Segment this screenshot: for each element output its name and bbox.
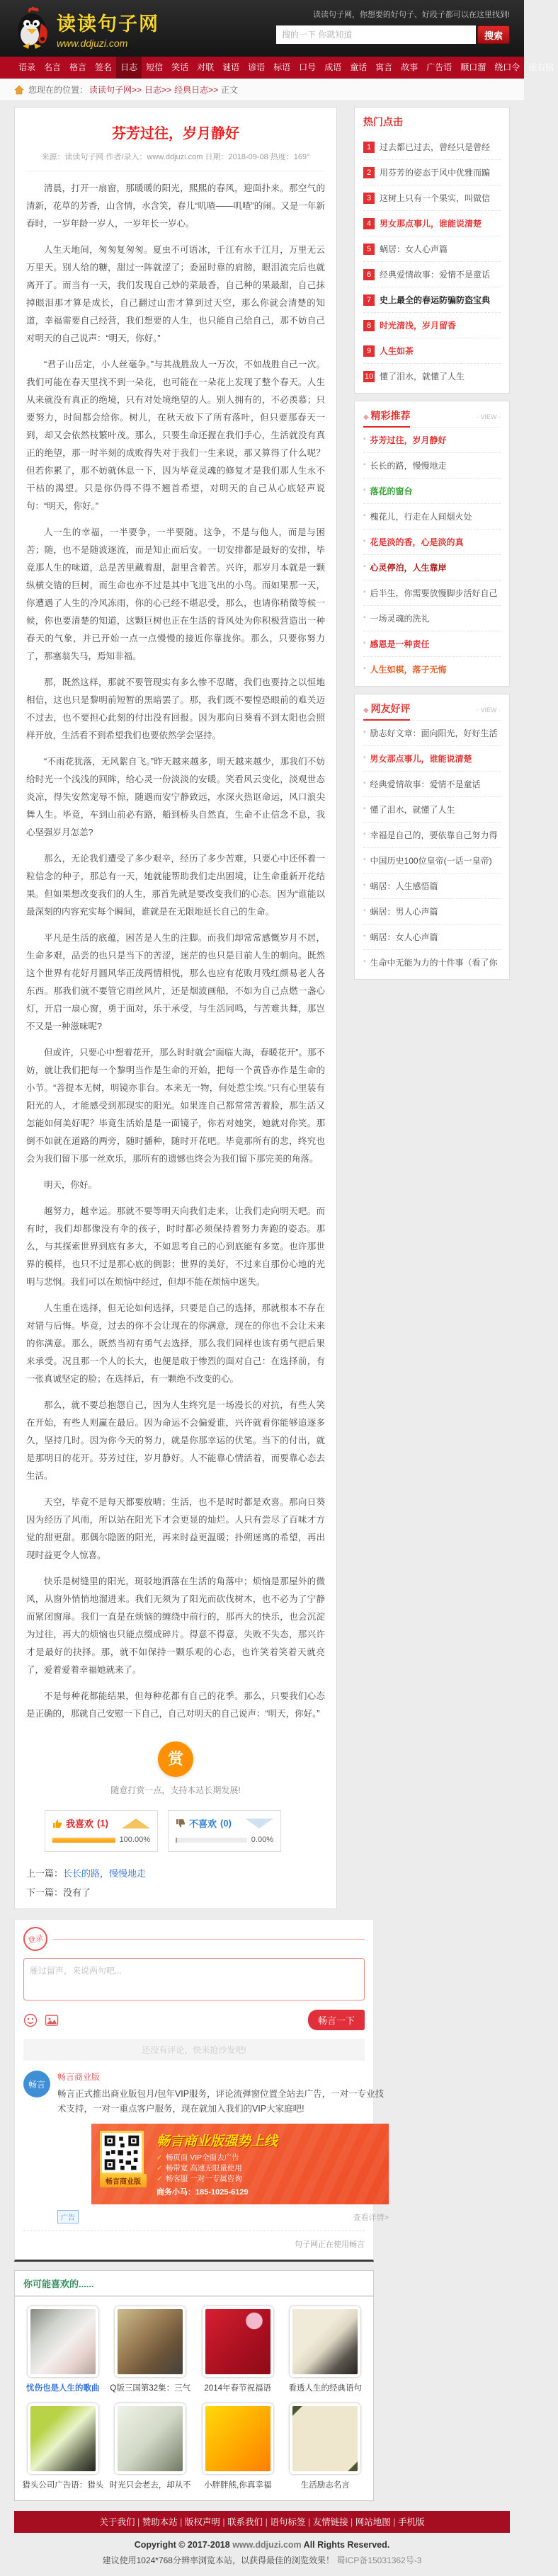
nav-item[interactable]: 绕口令 bbox=[494, 62, 520, 72]
recommend-title: ◆ 精彩推荐 bbox=[363, 408, 410, 428]
article-paragraph: 快乐是树缝里的阳光，斑驳地洒落在生活的角落中；烦恼是那屋外的微风，从窗外悄悄地溜进来。我们无须为了阳光而砍伐树木，也不必为了宁静而紧闭窗扉。我们一直是在烦恼的缠绕中前行的，那再大的快乐，也会沉淀为过往，再大的烦恼也只能点缀成碎片。得意不得意，失败不失态，那兴许才是最好的抉择。那，就不如保持一颗乐观的心态，也许笑着笑着天就亮了，爱着爱着幸福她就来了。 bbox=[26, 1576, 325, 1675]
nav-item[interactable]: 成语 bbox=[324, 62, 342, 72]
footer-link[interactable]: | 友情链接 bbox=[305, 2517, 348, 2527]
reward-button[interactable]: 赏 bbox=[158, 1741, 193, 1777]
rank-badge: 1 bbox=[363, 142, 375, 153]
hot-clicks-title: 热门点击 bbox=[363, 116, 403, 127]
footer-link[interactable]: | 手机版 bbox=[391, 2517, 425, 2527]
next-title: 没有了 bbox=[63, 1887, 91, 1898]
next-label: 下一篇： bbox=[26, 1887, 64, 1898]
check-icon: ✓ bbox=[156, 2153, 163, 2162]
praise-title: ◆ 网友好评 bbox=[363, 702, 410, 721]
dislike-label: 不喜欢 bbox=[189, 1819, 217, 1829]
related-thumbnail bbox=[203, 2403, 273, 2474]
breadcrumb-label: 您现在的位置： bbox=[28, 85, 89, 95]
footer-nav bbox=[14, 2511, 510, 2533]
article-paragraph: 人生重在选择，但无论如何选择，只要是自己的选择，那就根本不存在对错与后悔。毕竟，过去的你不会让现在的你满意，现在的你也不会让未来的你满意。那么，既然当初有勇气去选择，那么我们同样也该有勇气把后果来承受。况且那一个人的长大，也便是敢于惨烈的面对自己：在选择前，有一张真诚坚定的脸；在选择后，有一颗绝不改变的心。 bbox=[26, 1303, 325, 1384]
article-paragraph: 越努力，越幸运。那就不要等明天向我们走来，让我们走向明天吧。而有时，我们却都像没有伞的孩子，时时都必须保持着努力奔跑的姿态。那么，与其探索世界到底有多大，不如思考自己的心到底能有多宽。也许那世界的模样，也只不过是那心底的倒影；世界的美好，不过来自那份心地的光明与悲悯。我们可以在烦恼中经过，但却不能在烦恼中迷失。 bbox=[26, 1206, 325, 1287]
banner-contact: 商务小马：185-1025-6129 bbox=[156, 2188, 249, 2197]
related-caption: 看透人生的经典语句 bbox=[288, 2384, 362, 2393]
rank-badge: 9 bbox=[363, 345, 375, 357]
related-item[interactable] bbox=[110, 2306, 192, 2393]
prev-label: 上一篇： bbox=[26, 1868, 64, 1879]
hot-list-item[interactable]: 2 用芬芳的姿态于风中优雅而蹁 bbox=[363, 160, 501, 185]
article-paragraph: “君子山岳定，小人丝毫争。”与其战胜敌人一万次，不如战胜自己一次。我们可能在春天里找不到一朵花，也可能在一朵花上发现了整个春天。人生从来就没有真正的绝境，只有对处境绝望的人。别人拥有的，不必羡慕；只要努力，时间都会给你。树儿，在秋天放下了所有落叶，但只要那春天一到，却又会依然枝繁叶茂。那么，只要生命还握在我们手心，生活就没有真正的绝望，那一时半刻的成败得失对于我们一生来说，那又算得了什么呢？但若你累了，那不妨就休息一下，因为毕竟灵魂的修复才是我们那人生永不干枯的渴望。只是你仍得不得不翘首希望，对明天的自己从心底轻声说句：“明天，你好。” bbox=[26, 360, 325, 511]
related-caption: 猎头公司广告语：猎头 bbox=[22, 2481, 104, 2490]
like-percent: 100.00% bbox=[119, 1836, 150, 1844]
breadcrumb-bar bbox=[0, 79, 524, 101]
nav-item[interactable]: 名言 bbox=[44, 62, 62, 72]
banner-feature: ✓ 畅客服 一对一专属咨询 bbox=[156, 2175, 242, 2183]
recommend-header bbox=[363, 408, 501, 428]
related-thumbnail bbox=[28, 2403, 98, 2474]
article-paragraph: 平凡是生活的底蕴，困苦是人生的注脚。而我们却常常感慨岁月不居，生命多艰，品尝的也只是当下的苦涩，迷茫的也只是目前人生的朝向。既然这个世界有花好月圆风华正茂两情相悦，那么也应有花败月残红颜易老人各东西。那我们就不要管它雨丝风片，还是烟波画船，不如为自己点燃一盏心灯，开启一扇心窗，勇于面对，乐于承受，与生活同鸣，与苦难共舞，那岂不又是一种滋味呢? bbox=[26, 933, 325, 1031]
thumb-down-icon bbox=[176, 1819, 186, 1828]
comment-author[interactable]: 畅言商业版 bbox=[57, 2072, 101, 2082]
breadcrumb-link[interactable]: 日志>> bbox=[144, 85, 172, 95]
page-title: 芬芳过往，岁月静好 bbox=[112, 126, 239, 142]
sidebar bbox=[354, 107, 510, 987]
site-name: 读读句子网 bbox=[57, 13, 159, 35]
footer-link[interactable]: | 版权声明 bbox=[178, 2517, 220, 2527]
comment-section bbox=[14, 1919, 389, 2262]
related-thumbnail bbox=[115, 2403, 186, 2474]
related-caption: 时光只会老去，却从不 bbox=[109, 2481, 191, 2490]
comment-text: 畅言正式推出商业版包月/包年VIP服务，评论流弹窗位置全站去广告，一对一专业技术支持，一对一重点客户服务，现在就加入我们的VIP大家庭吧! bbox=[57, 2089, 385, 2114]
mascot-icon bbox=[14, 8, 51, 49]
breadcrumb bbox=[14, 79, 510, 101]
divider bbox=[53, 1939, 365, 1940]
praise-box bbox=[354, 694, 510, 980]
like-count: (1) bbox=[97, 1818, 108, 1828]
article-body bbox=[26, 180, 325, 1723]
rank-badge: 2 bbox=[363, 167, 375, 178]
icp-number[interactable]: 蜀ICP备15031362号-3 bbox=[336, 2555, 422, 2565]
emoji-icon[interactable] bbox=[23, 2013, 38, 2027]
related-item[interactable] bbox=[197, 2403, 279, 2490]
nav-item[interactable]: 谜语 bbox=[222, 62, 240, 72]
article-paragraph: 那，既然这样，那就不要管现实有多么惨不忍睹，我们也要持之以恒地相信，这也只是黎明前短暂的黑暗罢了。那，我们既不要惶恐眼前的难关迈不过去，也不要担心此刻的付出没有回报。因为那向日葵看不到太阳也会照样开放，生活看不到希望我们也要依然学会坚持。 bbox=[26, 677, 325, 740]
breadcrumb-link[interactable]: 读读句子网>> bbox=[89, 85, 142, 95]
article-paragraph: 人一生的幸福，一半要争，一半要随。这争，不是与他人，而是与困苦；随，也不是随波逐流，而是知止而后安。一切安排都是最好的安排，毕竟那人生的味道，总是苦里藏着甜，甜里含着苦。兴许，那岁月本就是一颗纵横交错的巨树，而生命也亦不过是其中飞进飞出的小鸟。而如果那一天，你遭遇了人生的冷风冻雨，你的心已经不堪忍受，那么，也请你稍微等候一候，你也要清楚的知道，这颗巨树也正在生活的背风处为你积极营造出一种春天的气象，并已开始一点一点慢慢的接近你靠拢你。那么，只要你努力了，那塞翁失马，焉知非福。 bbox=[26, 527, 325, 661]
hot-list-item[interactable]: 7 史上最全的春运防骗防盗宝典 bbox=[363, 287, 501, 313]
related-box bbox=[14, 2270, 374, 2501]
arrow-up-icon bbox=[122, 1819, 150, 1828]
recommend-item[interactable]: ▪ 感恩是一种责任 bbox=[363, 631, 501, 657]
comment-submit-button[interactable]: 畅言一下 bbox=[308, 2010, 365, 2030]
related-item[interactable] bbox=[285, 2403, 367, 2490]
related-thumbnail bbox=[290, 2306, 360, 2377]
article-paragraph: 不是每种花都能结果，但每种花都有自己的花季。那么，只要我们心态是正确的，那就自己安慰一下自己，自己对明天的自己说声：“明天，你好。” bbox=[26, 1691, 325, 1719]
footer-link[interactable]: | 语句标签 bbox=[263, 2517, 305, 2527]
footer-notice: 建议使用1024*768分辨率浏览本站，以获得最佳的浏览效果！ 蜀ICP备15031362号-3 bbox=[102, 2555, 422, 2565]
nav-item[interactable]: 笑话 bbox=[171, 62, 189, 72]
ad-banner[interactable] bbox=[91, 2124, 389, 2204]
home-icon bbox=[14, 85, 24, 95]
breadcrumb-link[interactable]: 经典日志>> bbox=[174, 85, 219, 95]
powered-by-changyan: 句子网正在使用畅言 bbox=[23, 2231, 365, 2250]
qr-code bbox=[100, 2131, 144, 2175]
article-paragraph: 清晨，打开一扇窗，那暖暖的阳光，熙熙的春风，迎面扑来。那空气的清新，花草的芳香，山含情，水含笑，春儿“叽喳——叽喳”的闹。又是一年新春时，一岁年龄一岁人，一岁年长一岁心。 bbox=[26, 183, 325, 229]
praise-item[interactable]: ▪ 蜗居：女人心声篇 bbox=[363, 925, 501, 950]
hot-list-item[interactable]: 1 过去都已过去，曾经只是曾经 bbox=[363, 134, 501, 160]
nav-item[interactable]: 故事 bbox=[401, 62, 418, 72]
qr-ribbon-label: 畅言商业版 bbox=[100, 2174, 147, 2187]
detail-link[interactable]: 查看详情> bbox=[353, 2213, 389, 2222]
rank-badge: 8 bbox=[363, 320, 375, 331]
article-paragraph: 明天，你好。 bbox=[44, 1180, 98, 1190]
recommend-item[interactable]: ▪ 芬芳过往，岁月静好 bbox=[363, 428, 501, 453]
article-box bbox=[14, 107, 337, 1909]
footer-link[interactable]: | 联系我们 bbox=[220, 2517, 263, 2527]
nav-item[interactable]: 谚语 bbox=[248, 62, 266, 72]
related-caption: 2014年春节祝福语 bbox=[204, 2384, 272, 2393]
praise-item[interactable]: ▪ 幸福是自己的，要依靠自己努力得 bbox=[363, 823, 501, 848]
nav-item[interactable]: 对联 bbox=[197, 62, 215, 72]
rank-badge: 5 bbox=[363, 244, 375, 255]
related-thumbnail bbox=[28, 2306, 98, 2377]
recommend-item[interactable]: ▪ 人生如棋，落子无悔 bbox=[363, 657, 501, 682]
related-item[interactable] bbox=[197, 2306, 279, 2393]
nav-item[interactable]: 座右铭 bbox=[528, 62, 554, 72]
recommend-box bbox=[354, 401, 510, 687]
comment-item bbox=[23, 2071, 389, 2223]
footer-link[interactable]: 关于我们 bbox=[99, 2517, 135, 2527]
related-caption: 忧伤也是人生的歌曲 bbox=[26, 2384, 100, 2393]
related-thumbnail bbox=[115, 2306, 186, 2377]
login-button[interactable]: 登录 bbox=[21, 1925, 50, 1953]
praise-item[interactable]: ▪ 懂了泪水，就懂了人生 bbox=[363, 797, 501, 823]
praise-header bbox=[363, 702, 501, 721]
praise-item[interactable]: ▪ 生命中无能为力的十件事（看了你 bbox=[363, 950, 501, 975]
article-paragraph: 那么，就不要总抱怨自己，因为人生终究是一场漫长的对抗，有些人笑在开始，有些人则赢在最后。因为命运不会偏爱谁，兴许就看你能够追逐多久，坚持几时。因为你今天的努力，就是你那幸运的伏笔。当下的付出，就是那明日的花开。芬芳过往，岁月静好。人不能靠心情活着，而要靠心态去生活。 bbox=[26, 1400, 325, 1481]
arrow-down-icon bbox=[245, 1819, 273, 1828]
recommend-item[interactable]: ▪ 花是淡的香，心是淡的真 bbox=[363, 529, 501, 555]
site-url: www.ddjuzi.com bbox=[57, 37, 128, 49]
article-paragraph: 那么，无论我们遭受了多少艰辛，经历了多少苦难，只要心中还怀着一粒信念的种子，那总有一天，她就能帮助我们走出困境，让生命重新开花结果。但如果想改变我们的人生，那首先就是要改变我们的心态。因为“谁能以最深刻的内容充实每个瞬间，谁就是在无限地延长自己的生命。 bbox=[26, 854, 325, 917]
recommend-item[interactable]: ▪ 一场灵魂的洗礼 bbox=[363, 606, 501, 631]
nav-item[interactable]: 标语 bbox=[273, 62, 291, 72]
nav-item[interactable]: 寓言 bbox=[375, 62, 393, 72]
search-button[interactable]: 搜索 bbox=[477, 25, 510, 44]
nav-item[interactable]: 童话 bbox=[350, 62, 368, 72]
nav-item[interactable]: 广告语 bbox=[426, 62, 452, 72]
praise-item[interactable]: ▪ 励志好文章：面向阳光，好好生活 bbox=[363, 721, 501, 746]
like-label: 我喜欢 bbox=[66, 1819, 94, 1829]
related-caption: 小胖胖熊,你真幸福 bbox=[204, 2481, 272, 2490]
comment-input[interactable] bbox=[23, 1958, 365, 2000]
hot-list-item[interactable]: 8 时光清浅，岁月留香 bbox=[363, 313, 501, 338]
nav-item[interactable]: 口号 bbox=[299, 62, 317, 72]
article-paragraph: 但或许，只要心中想着花开，那么时时就会“面临大海，春暖花开”。那不妨，就让我们把每一个黎明当作是生命的开始，把每一个黄昏亦作是生命的小节。“菩提本无树，明镜亦非台。本来无一物，何处惹尘埃。”只有心里装有阳光的人，才能感受到那现实的阳光。如果连自己都常常苦着脸，那生活又怎能如何美好呢？毕竟生活始是是一面镜子，你若对她笑，她就对你笑。那倒不如就在道路的两旁，随时播种，随时开花吧。毕竟那所有的悲，终究也会为我们留下那一丝欢乐，那所有的遗憾也终会为我们留下那完美的角落。 bbox=[26, 1048, 325, 1164]
footer-link[interactable]: | 赞助本站 bbox=[135, 2517, 177, 2527]
nav-item[interactable]: 短信 bbox=[146, 62, 164, 72]
view-label: · VIEW · bbox=[477, 413, 501, 420]
article-paragraph: 人生天地间，匆匆复匆匆。夏虫不可语冰，千江有水千江月，万里无云万里天。别人给的糖，甜过一阵就涩了；委屈时靠的肩膀，眼泪流完后也就离开了。而当有一天，我们发现自己炒的菜最香，自己种的果最甜，自己抹掉眼泪那才算是成长，自己翻过山峦才算到过天空，那么你就会清楚的知道，幸福需要自己经营，我们想要的人生，也只能自己给自己，那不妨自己对明天的自己说声：“明天，你好。” bbox=[26, 245, 325, 343]
praise-item[interactable]: ▪ 蜗居：人生感悟篇 bbox=[363, 874, 501, 899]
article-paragraph: 天空，毕竟不是每天都要放晴；生活，也不是时时都是欢喜。那向日葵因为经历了风雨，所以站在阳光下才会更显的灿烂。人只有尝尽了百味才方觉的甜更甜。那偶尔隐匿的阳光，再来时益更温暖；扑朔迷离的希望，再出现时益更令人惊喜。 bbox=[26, 1497, 325, 1560]
praise-item[interactable]: ▪ 蜗居：男人心声篇 bbox=[363, 899, 501, 925]
ad-badge[interactable]: 广告 bbox=[57, 2210, 79, 2223]
rank-badge: 4 bbox=[363, 218, 375, 229]
image-icon[interactable] bbox=[45, 2013, 59, 2027]
recommend-item[interactable]: ▪ 槐花儿，行走在人间烟火处 bbox=[363, 504, 501, 529]
recommend-item[interactable]: ▪ 长长的路，慢慢地走 bbox=[363, 453, 501, 479]
hot-list-item[interactable]: 6 经典爱情故事：爱情不是童话 bbox=[363, 262, 501, 287]
hot-list-item[interactable]: 4 男女那点事儿，谁能说清楚 bbox=[363, 211, 501, 236]
site-header bbox=[0, 0, 524, 57]
related-thumbnail bbox=[203, 2306, 273, 2377]
dislike-progress bbox=[176, 1838, 247, 1843]
thumb-up-icon bbox=[52, 1819, 62, 1828]
rank-badge: 6 bbox=[363, 269, 375, 280]
related-item[interactable] bbox=[22, 2306, 104, 2393]
article-meta: 来源：读读句子网 作者/录入：www.ddjuzi.com 日期：2018-09-08 热度：169° bbox=[26, 151, 325, 171]
banner-title: 畅言商业版强势上线 bbox=[156, 2134, 278, 2149]
copyright-url: www.ddjuzi.com bbox=[232, 2540, 302, 2550]
nav-item[interactable]: 签名 bbox=[95, 62, 113, 72]
reward-tip: 随意打赏一点，支持本站长期发展! bbox=[110, 1785, 241, 1795]
hot-clicks-box bbox=[354, 107, 510, 394]
related-title: 你可能喜欢的...... bbox=[15, 2271, 373, 2296]
related-item[interactable] bbox=[110, 2403, 192, 2490]
banner-feature: ✓ 畅页面 VIP全面去广告 bbox=[156, 2153, 239, 2162]
recommend-item[interactable]: ▪ 落花的窗台 bbox=[363, 479, 501, 504]
rank-badge: 7 bbox=[363, 294, 375, 306]
copyright-line: Copyright © 2017-2018 www.ddjuzi.com All Rights Reserved. bbox=[134, 2540, 390, 2550]
article-pager bbox=[26, 1866, 325, 1899]
recommend-item[interactable]: ▪ 后半生，你需要放慢脚步活好自己 bbox=[363, 580, 501, 606]
dislike-button[interactable] bbox=[168, 1810, 281, 1852]
site-tagline: 读读句子网，你想要的好句子、好段子都可以在这里找到! bbox=[312, 11, 510, 19]
reward-section bbox=[26, 1741, 325, 1796]
dislike-count: (0) bbox=[220, 1818, 232, 1828]
related-caption: 生活励志名言 bbox=[300, 2481, 350, 2490]
praise-item[interactable]: ▪ 经典爱情故事：爱情不是童话 bbox=[363, 772, 501, 797]
avatar[interactable]: 畅言 bbox=[23, 2071, 50, 2097]
site-logo[interactable] bbox=[14, 8, 159, 49]
prev-article bbox=[26, 1866, 325, 1879]
related-thumbnail bbox=[290, 2403, 360, 2474]
view-label: · VIEW · bbox=[477, 706, 501, 714]
recommend-item[interactable]: ▪ 心灵停泊，人生靠岸 bbox=[363, 555, 501, 580]
hot-list-item[interactable]: 5 蜗居：女人心声篇 bbox=[363, 236, 501, 262]
article-paragraph: “不雨花犹落，无风絮自飞。”昨天越来越多，明天越来越少，那我们不妨给时光一个浅浅的回眸，给心灵一份淡淡的安暖。笑看风云变化，淡观世态炎凉，得失安然宠辱不惊，随遇而安宁静致远，水深火热讴命运，风口浪尖舞人生。毕竟，车到山前必有路，船到桥头自然直，生命不止信念不息，我心坚强岁月怎恙? bbox=[26, 757, 325, 837]
praise-item[interactable]: ▪ 男女那点事儿，谁能说清楚 bbox=[363, 746, 501, 772]
related-item[interactable] bbox=[285, 2306, 367, 2393]
nav-item[interactable]: 格言 bbox=[69, 62, 87, 72]
related-caption: Q版三国第32集：三气 bbox=[110, 2384, 191, 2393]
like-progress bbox=[52, 1838, 115, 1843]
vote-section bbox=[45, 1810, 325, 1852]
check-icon: ✓ bbox=[156, 2175, 163, 2183]
rank-badge: 10 bbox=[364, 372, 374, 381]
praise-item[interactable]: ▪ 中国历史100位皇帝(一话一皇帝) bbox=[363, 848, 501, 874]
related-item[interactable] bbox=[22, 2403, 104, 2490]
nav-item[interactable]: 顺口溜 bbox=[460, 62, 486, 72]
hot-list-item[interactable]: 10 懂了泪水，就懂了人生 bbox=[364, 372, 465, 382]
no-comments-message: 还没有评论，快来抢沙发吧! bbox=[23, 2039, 365, 2061]
prev-link[interactable]: 长长的路，慢慢地走 bbox=[63, 1868, 147, 1879]
nav-item[interactable]: 语录 bbox=[18, 62, 36, 72]
like-button[interactable] bbox=[45, 1810, 158, 1852]
check-icon: ✓ bbox=[156, 2164, 163, 2173]
hot-list-item[interactable]: 9 人生如茶 bbox=[363, 338, 501, 364]
next-article bbox=[26, 1885, 325, 1899]
breadcrumb-current: 正文 bbox=[221, 85, 239, 95]
footer-link[interactable]: | 网站地图 bbox=[348, 2517, 391, 2527]
dislike-percent: 0.00% bbox=[251, 1836, 273, 1844]
search-input[interactable] bbox=[276, 25, 476, 44]
main-nav bbox=[0, 57, 554, 79]
nav-item[interactable]: 日志 bbox=[116, 57, 142, 79]
hot-list-item[interactable]: 3 这树上只有一个果实，叫做信 bbox=[363, 185, 501, 211]
banner-feature: ✓ 畅带宽 高速无限量使用 bbox=[156, 2164, 242, 2173]
rank-badge: 3 bbox=[363, 193, 375, 204]
